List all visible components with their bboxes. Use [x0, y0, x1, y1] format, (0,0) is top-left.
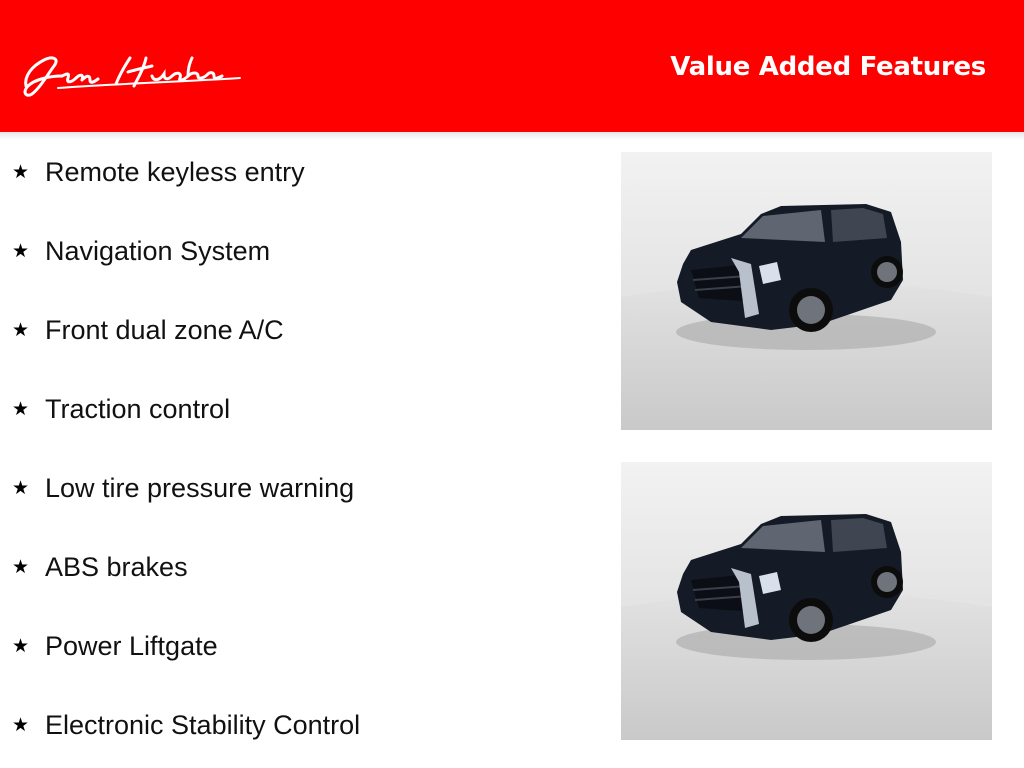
vehicle-photo: [621, 462, 992, 740]
star-icon: ★: [12, 161, 30, 183]
feature-label: Power Liftgate: [45, 630, 218, 661]
list-item: [0, 705, 600, 745]
star-icon: ★: [12, 240, 30, 262]
page-title: Value Added Features: [670, 52, 986, 82]
feature-label: Front dual zone A/C: [45, 314, 284, 345]
vehicle-photo: [621, 152, 992, 430]
suv-image: [621, 462, 992, 740]
star-icon: ★: [12, 556, 30, 578]
list-item: [0, 310, 600, 350]
star-icon: ★: [12, 398, 30, 420]
star-icon: ★: [12, 319, 30, 341]
logo-text: Jim Hudson: [18, 46, 24, 47]
list-item: [0, 152, 600, 192]
star-icon: ★: [12, 714, 30, 736]
feature-label: Navigation System: [45, 235, 271, 266]
feature-label: Low tire pressure warning: [45, 472, 355, 503]
list-item: [0, 468, 600, 508]
star-icon: ★: [12, 635, 30, 657]
feature-label: Traction control: [45, 393, 231, 424]
feature-label: ABS brakes: [45, 551, 188, 582]
header-bar: [0, 0, 1024, 132]
list-item: [0, 231, 600, 271]
suv-image: [621, 152, 992, 430]
jim-hudson-logo: [18, 46, 246, 100]
list-item: [0, 547, 600, 587]
feature-label: Electronic Stability Control: [45, 709, 361, 740]
header-divider: [0, 132, 1024, 140]
feature-label: Remote keyless entry: [45, 156, 305, 187]
list-item: [0, 389, 600, 429]
list-item: [0, 626, 600, 666]
star-icon: ★: [12, 477, 30, 499]
